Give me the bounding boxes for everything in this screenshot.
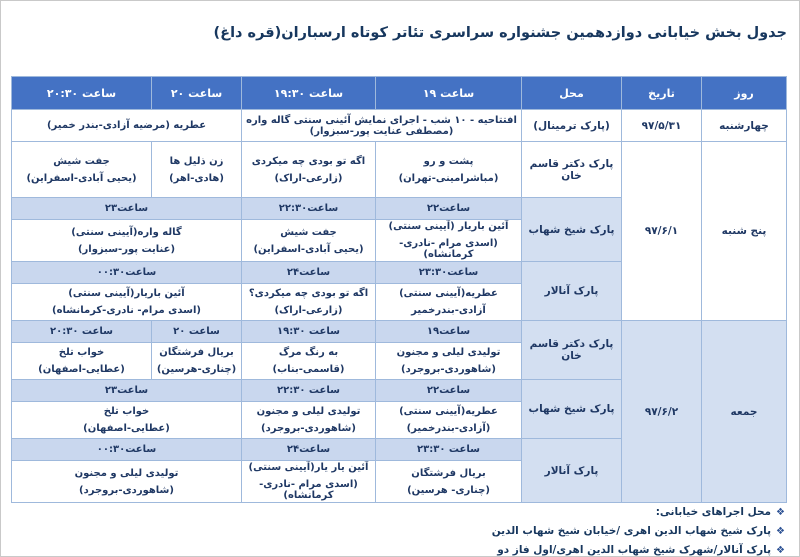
show-cell: عطریه(آیینی سنتی) آزادی-بندرخمیر (376, 284, 522, 321)
time-cell: ساعت۱۹ (376, 321, 522, 343)
show-cell: گاله واره(آیینی سنتی) (عنایت پور-سبزوار) (12, 220, 242, 262)
footnote-line: ❖پارک آنالار/شهرک شیخ شهاب الدین اهری/اول فاز دو (497, 544, 785, 556)
col-header-day: روز (702, 77, 787, 110)
show-cell: خواب تلخ (عطایی-اصفهان) (12, 343, 152, 380)
friday-venue-analar: پارک آنالار (522, 439, 622, 503)
col-header-2030: ساعت ۲۰:۳۰ (12, 77, 152, 110)
time-cell: ساعت۲۲ (376, 198, 522, 220)
time-cell: ساعت۲۴ (242, 439, 376, 461)
wednesday-venue-cell: (پارک ترمینال) (522, 110, 622, 142)
wednesday-late-show-cell: عطریه (مرضیه آزادی-بندر خمیر) (12, 110, 242, 142)
show-cell: اگه تو بودی چه میکردی (زارعی-اراک) (242, 142, 376, 198)
thursday-venue-sheikh-shahab: پارک شیخ شهاب (522, 198, 622, 262)
col-header-20: ساعت ۲۰ (152, 77, 242, 110)
time-cell: ساعت۲۲:۳۰ (242, 198, 376, 220)
friday-date-cell: ۹۷/۶/۲ (622, 321, 702, 503)
thursday-show-row-1 (12, 142, 787, 198)
footnote-line: ❖پارک شیخ شهاب الدین اهری /خیابان شیخ شهاب الدین (491, 525, 785, 537)
show-cell: آئین باریار(آیینی سنتی) (اسدی مرام- نادری-کرمانشاه) (12, 284, 242, 321)
show-cell: زن ذلیل ها (هادی-اهر) (152, 142, 242, 198)
time-cell: ساعت۲۳ (12, 380, 242, 402)
time-cell: ساعت ۲۰:۳۰ (12, 321, 152, 343)
friday-venue-sheikh-shahab: پارک شیخ شهاب (522, 380, 622, 439)
show-cell: تولیدی لیلی و مجنون (شاهوردی-بروجرد) (12, 461, 242, 503)
time-cell: ساعت۲۳:۳۰ (376, 262, 522, 284)
show-cell: به رنگ مرگ (قاسمی-بناب) (242, 343, 376, 380)
time-cell: ساعت۰۰:۳۰ (12, 262, 242, 284)
wednesday-row (12, 110, 787, 142)
show-cell: آئین یار یار(آیینی سنتی) (اسدی مرام -نادری-کرمانشاه) (242, 461, 376, 503)
festival-schedule-table (11, 76, 787, 503)
show-cell: جفت شیش (یحیی آبادی-اسفراین) (12, 142, 152, 198)
show-cell: اگه تو بودی چه میکردی؟ (زارعی-اراک) (242, 284, 376, 321)
time-cell: ساعت ۱۹:۳۰ (242, 321, 376, 343)
thursday-day-cell: پنج شنبه (702, 142, 787, 321)
time-cell: ساعت ۲۰ (152, 321, 242, 343)
diamond-bullet-icon: ❖ (776, 507, 785, 518)
time-cell: ساعت ۲۳:۳۰ (376, 439, 522, 461)
time-cell: ساعت۲۳ (12, 198, 242, 220)
show-cell: تولیدی لیلی و مجنون (شاهوردی-بروجرد) (242, 402, 376, 439)
footnote-heading: ❖محل اجراهای خیابانی: (655, 506, 785, 518)
thursday-venue-qasem-khan: پارک دکتر قاسم خان (522, 142, 622, 198)
wednesday-date-cell: ۹۷/۵/۳۱ (622, 110, 702, 142)
friday-day-cell: جمعه (702, 321, 787, 503)
time-cell: ساعت۲۴ (242, 262, 376, 284)
friday-venue-qasem-khan: پارک دکتر قاسم خان (522, 321, 622, 380)
show-cell: عطریه(آیینی سنتی) (آزادی-بندرخمیر) (376, 402, 522, 439)
show-cell: خواب تلخ (عطایی-اصفهان) (12, 402, 242, 439)
time-cell: ساعت۲۲ (376, 380, 522, 402)
time-cell: ساعت ۲۲:۳۰ (242, 380, 376, 402)
show-cell: بریال فرشتگان (چناری- هرسین) (376, 461, 522, 503)
wednesday-opening-cell: افتتاحیه - ۱۰ شب - اجرای نمایش آئینی سنتی گاله واره (مصطفی عنایت پور-سبزوار) (242, 110, 522, 142)
diamond-bullet-icon: ❖ (776, 545, 785, 556)
col-header-1930: ساعت ۱۹:۳۰ (242, 77, 376, 110)
diamond-bullet-icon: ❖ (776, 526, 785, 537)
time-cell: ساعت۰۰:۳۰ (12, 439, 242, 461)
thursday-date-cell: ۹۷/۶/۱ (622, 142, 702, 321)
footnotes (492, 503, 785, 557)
page-title: جدول بخش خیابانی دوازدهمین جشنواره سراسری تئاتر کوتاه ارسباران(قره داغ) (213, 25, 787, 41)
col-header-19: ساعت ۱۹ (376, 77, 522, 110)
show-cell: پشت و رو (مباشرامینی-تهران) (376, 142, 522, 198)
show-cell: آئین باریار (آیینی سنتی) (اسدی مرام -نادری- کرمانشاه) (376, 220, 522, 262)
show-cell: بریال فرشتگان (چناری-هرسین) (152, 343, 242, 380)
show-cell: جفت شیش (یحیی آبادی-اسفراین) (242, 220, 376, 262)
col-header-date: تاریخ (622, 77, 702, 110)
show-cell: تولیدی لیلی و مجنون (شاهوردی-بروجرد) (376, 343, 522, 380)
thursday-venue-analar: پارک آنالار (522, 262, 622, 321)
wednesday-day-cell: چهارشنبه (702, 110, 787, 142)
table-header-row (12, 77, 787, 110)
friday-time-row-19 (12, 321, 787, 343)
col-header-venue: محل (522, 77, 622, 110)
